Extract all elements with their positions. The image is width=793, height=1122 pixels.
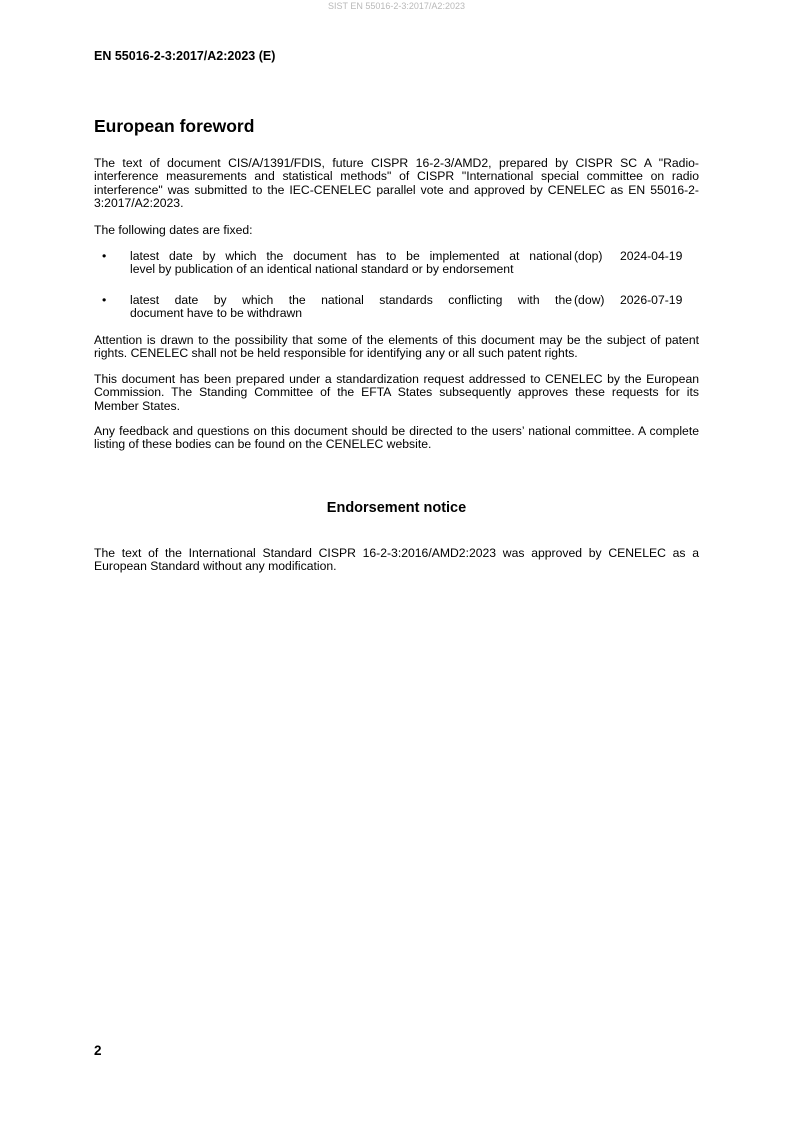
page-content [94, 114, 699, 574]
watermark: SIST EN 55016-2-3:2017/A2:2023 [328, 1, 465, 11]
bullet: • [102, 293, 107, 308]
date-code: (dow) [574, 293, 605, 308]
date-value: 2026-07-19 [620, 293, 683, 308]
feedback-paragraph: Any feedback and questions on this document should be directed to the users’ national committee. A complete listing of these bodies can be found on the CENELEC website. [94, 424, 699, 452]
patent-notice-paragraph: Attention is drawn to the possibility that some of the elements of this document may be the subject of patent rights. CENELEC shall not be held responsible for identifying any or all such patent rights. [94, 333, 699, 361]
date-value: 2024-04-19 [620, 249, 683, 264]
dates-list [94, 250, 699, 321]
date-item-line2: level by publication of an identical national standard or by endorsement [130, 262, 514, 277]
list-item-dow [94, 294, 699, 321]
dates-intro: The following dates are fixed: [94, 222, 253, 237]
date-code: (dop) [574, 249, 603, 264]
date-item-description [130, 250, 572, 277]
document-identifier: EN 55016-2-3:2017/A2:2023 (E) [94, 49, 276, 63]
bullet: • [102, 249, 107, 264]
date-item-line1: latest date by which the national standards conflicting with the [130, 293, 572, 308]
list-item-dop [94, 250, 699, 277]
foreword-intro-paragraph: The text of document CIS/A/1391/FDIS, future CISPR 16-2-3/AMD2, prepared by CISPR SC A "Radio-interference measurements and statistical methods" of CISPR "International special committee on radio interference" was submitted to the IEC-CENELEC parallel vote and approved by CENELEC as EN 55016-2-3:2017/A2:2023. [94, 156, 699, 211]
standardization-request-paragraph: This document has been prepared under a standardization request addressed to CENELEC by the European Commission. The Standing Committee of the EFTA States subsequently approves these requests for its Member States. [94, 371, 699, 413]
endorsement-title: Endorsement notice [326, 499, 467, 516]
date-item-line2: document have to be withdrawn [130, 306, 303, 321]
date-item-description [130, 294, 572, 321]
date-item-line1: latest date by which the document has to be implemented at national [130, 249, 572, 264]
endorsement-paragraph: The text of the International Standard CISPR 16-2-3:2016/AMD2:2023 was approved by CENELEC as a European Standard without any modification. [94, 545, 699, 574]
page-number: 2 [94, 1043, 102, 1058]
foreword-title: European foreword [94, 116, 255, 136]
